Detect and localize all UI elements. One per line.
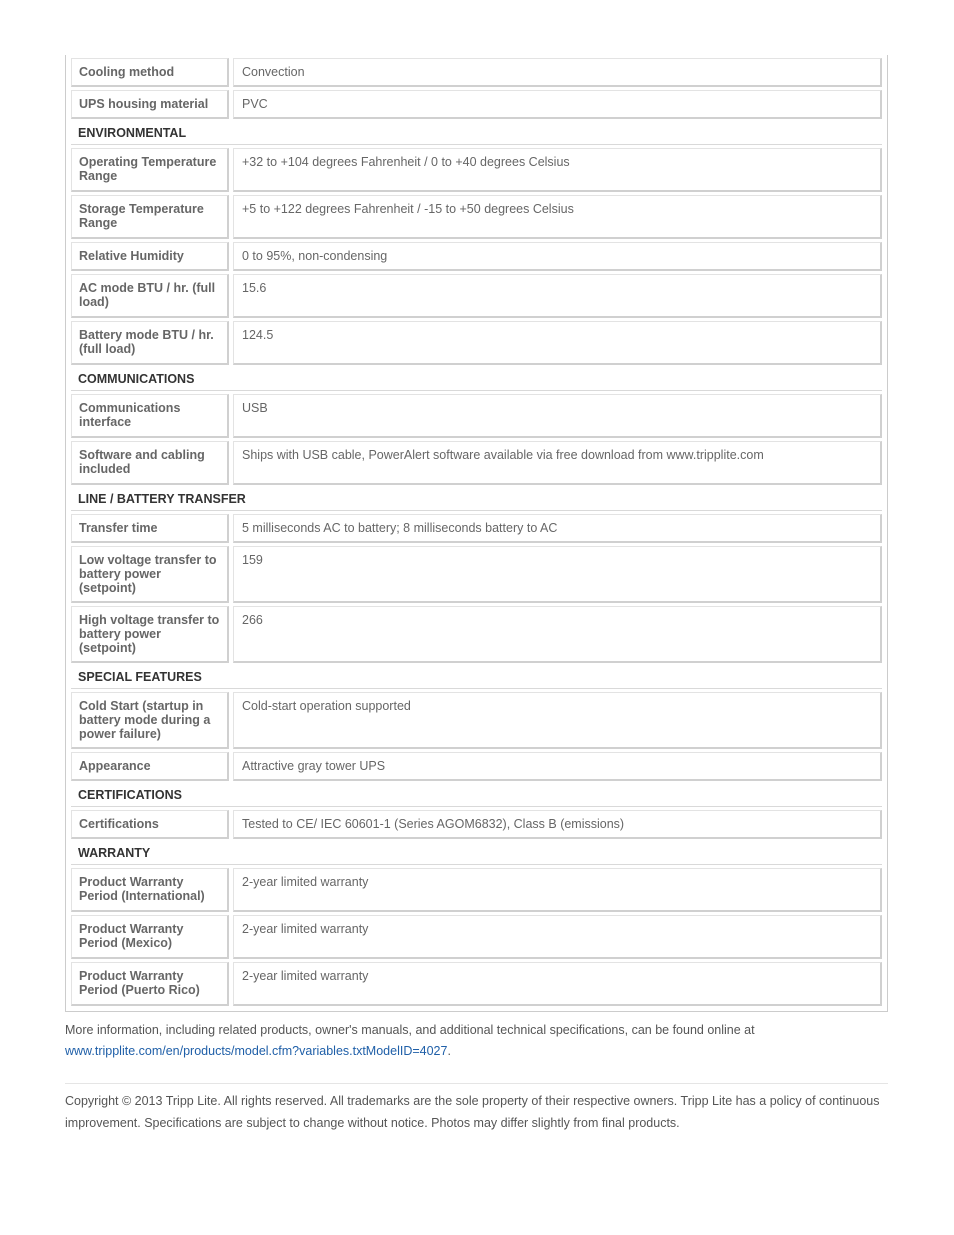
spec-row	[71, 546, 882, 603]
spec-label: Storage Temperature Range	[71, 195, 229, 239]
spec-row	[71, 58, 882, 87]
spec-row	[71, 810, 882, 839]
spec-value: Ships with USB cable, PowerAlert software available via free download from www.tripplite.com	[233, 441, 882, 485]
spec-value: 159	[233, 546, 882, 603]
spec-label: UPS housing material	[71, 90, 229, 119]
spec-value: 0 to 95%, non-condensing	[233, 242, 882, 271]
section-header: SPECIAL FEATURES	[71, 666, 882, 689]
product-link[interactable]: www.tripplite.com/en/products/model.cfm?variables.txtModelID=4027	[65, 1044, 448, 1058]
spec-table	[65, 55, 888, 1012]
spec-row	[71, 242, 882, 271]
spec-value: 15.6	[233, 274, 882, 318]
spec-label: Communications interface	[71, 394, 229, 438]
spec-value: 2-year limited warranty	[233, 868, 882, 912]
spec-row	[71, 868, 882, 912]
spec-label: Software and cabling included	[71, 441, 229, 485]
more-info-text: More information, including related products, owner's manuals, and additional technical specifications, can be found online at	[65, 1023, 755, 1037]
spec-value: PVC	[233, 90, 882, 119]
spec-label: Transfer time	[71, 514, 229, 543]
section-header: CERTIFICATIONS	[71, 784, 882, 807]
spec-label: Relative Humidity	[71, 242, 229, 271]
spec-row	[71, 394, 882, 438]
spec-row	[71, 441, 882, 485]
spec-label: Operating Temperature Range	[71, 148, 229, 192]
section-header: ENVIRONMENTAL	[71, 122, 882, 145]
spec-label: Cooling method	[71, 58, 229, 87]
spec-row	[71, 962, 882, 1006]
section-header: COMMUNICATIONS	[71, 368, 882, 391]
spec-value: Tested to CE/ IEC 60601-1 (Series AGOM6832), Class B (emissions)	[233, 810, 882, 839]
spec-label: Low voltage transfer to battery power (setpoint)	[71, 546, 229, 603]
spec-row	[71, 606, 882, 663]
link-suffix: .	[447, 1044, 451, 1058]
spec-value: 2-year limited warranty	[233, 962, 882, 1006]
spec-value: 124.5	[233, 321, 882, 365]
spec-label: Product Warranty Period (International)	[71, 868, 229, 912]
spec-value: Cold-start operation supported	[233, 692, 882, 749]
spec-label: Appearance	[71, 752, 229, 781]
spec-value: Convection	[233, 58, 882, 87]
spec-label: High voltage transfer to battery power (setpoint)	[71, 606, 229, 663]
spec-value: +5 to +122 degrees Fahrenheit / -15 to +50 degrees Celsius	[233, 195, 882, 239]
spec-value: 2-year limited warranty	[233, 915, 882, 959]
copyright-notice: Copyright © 2013 Tripp Lite. All rights reserved. All trademarks are the sole property of their respective owners. Tripp Lite has a policy of continuous improvement. Specifications are subject to change without notice. Photos may differ slightly from final products.	[65, 1094, 880, 1130]
spec-value: +32 to +104 degrees Fahrenheit / 0 to +40 degrees Celsius	[233, 148, 882, 192]
spec-value: 5 milliseconds AC to battery; 8 milliseconds battery to AC	[233, 514, 882, 543]
spec-value: USB	[233, 394, 882, 438]
spec-row	[71, 692, 882, 749]
spec-label: Cold Start (startup in battery mode during a power failure)	[71, 692, 229, 749]
spec-label: Product Warranty Period (Mexico)	[71, 915, 229, 959]
spec-value: Attractive gray tower UPS	[233, 752, 882, 781]
spec-row	[71, 752, 882, 781]
spec-label: AC mode BTU / hr. (full load)	[71, 274, 229, 318]
spec-label: Battery mode BTU / hr. (full load)	[71, 321, 229, 365]
spec-value: 266	[233, 606, 882, 663]
footer-divider	[65, 1083, 888, 1084]
spec-row	[71, 274, 882, 318]
spec-row	[71, 90, 882, 119]
more-info-paragraph	[65, 1020, 888, 1062]
section-header: LINE / BATTERY TRANSFER	[71, 488, 882, 511]
spec-label: Product Warranty Period (Puerto Rico)	[71, 962, 229, 1006]
spec-row	[71, 148, 882, 192]
spec-row	[71, 321, 882, 365]
spec-row	[71, 514, 882, 543]
spec-row	[71, 195, 882, 239]
spec-label: Certifications	[71, 810, 229, 839]
spec-row	[71, 915, 882, 959]
section-header: WARRANTY	[71, 842, 882, 865]
